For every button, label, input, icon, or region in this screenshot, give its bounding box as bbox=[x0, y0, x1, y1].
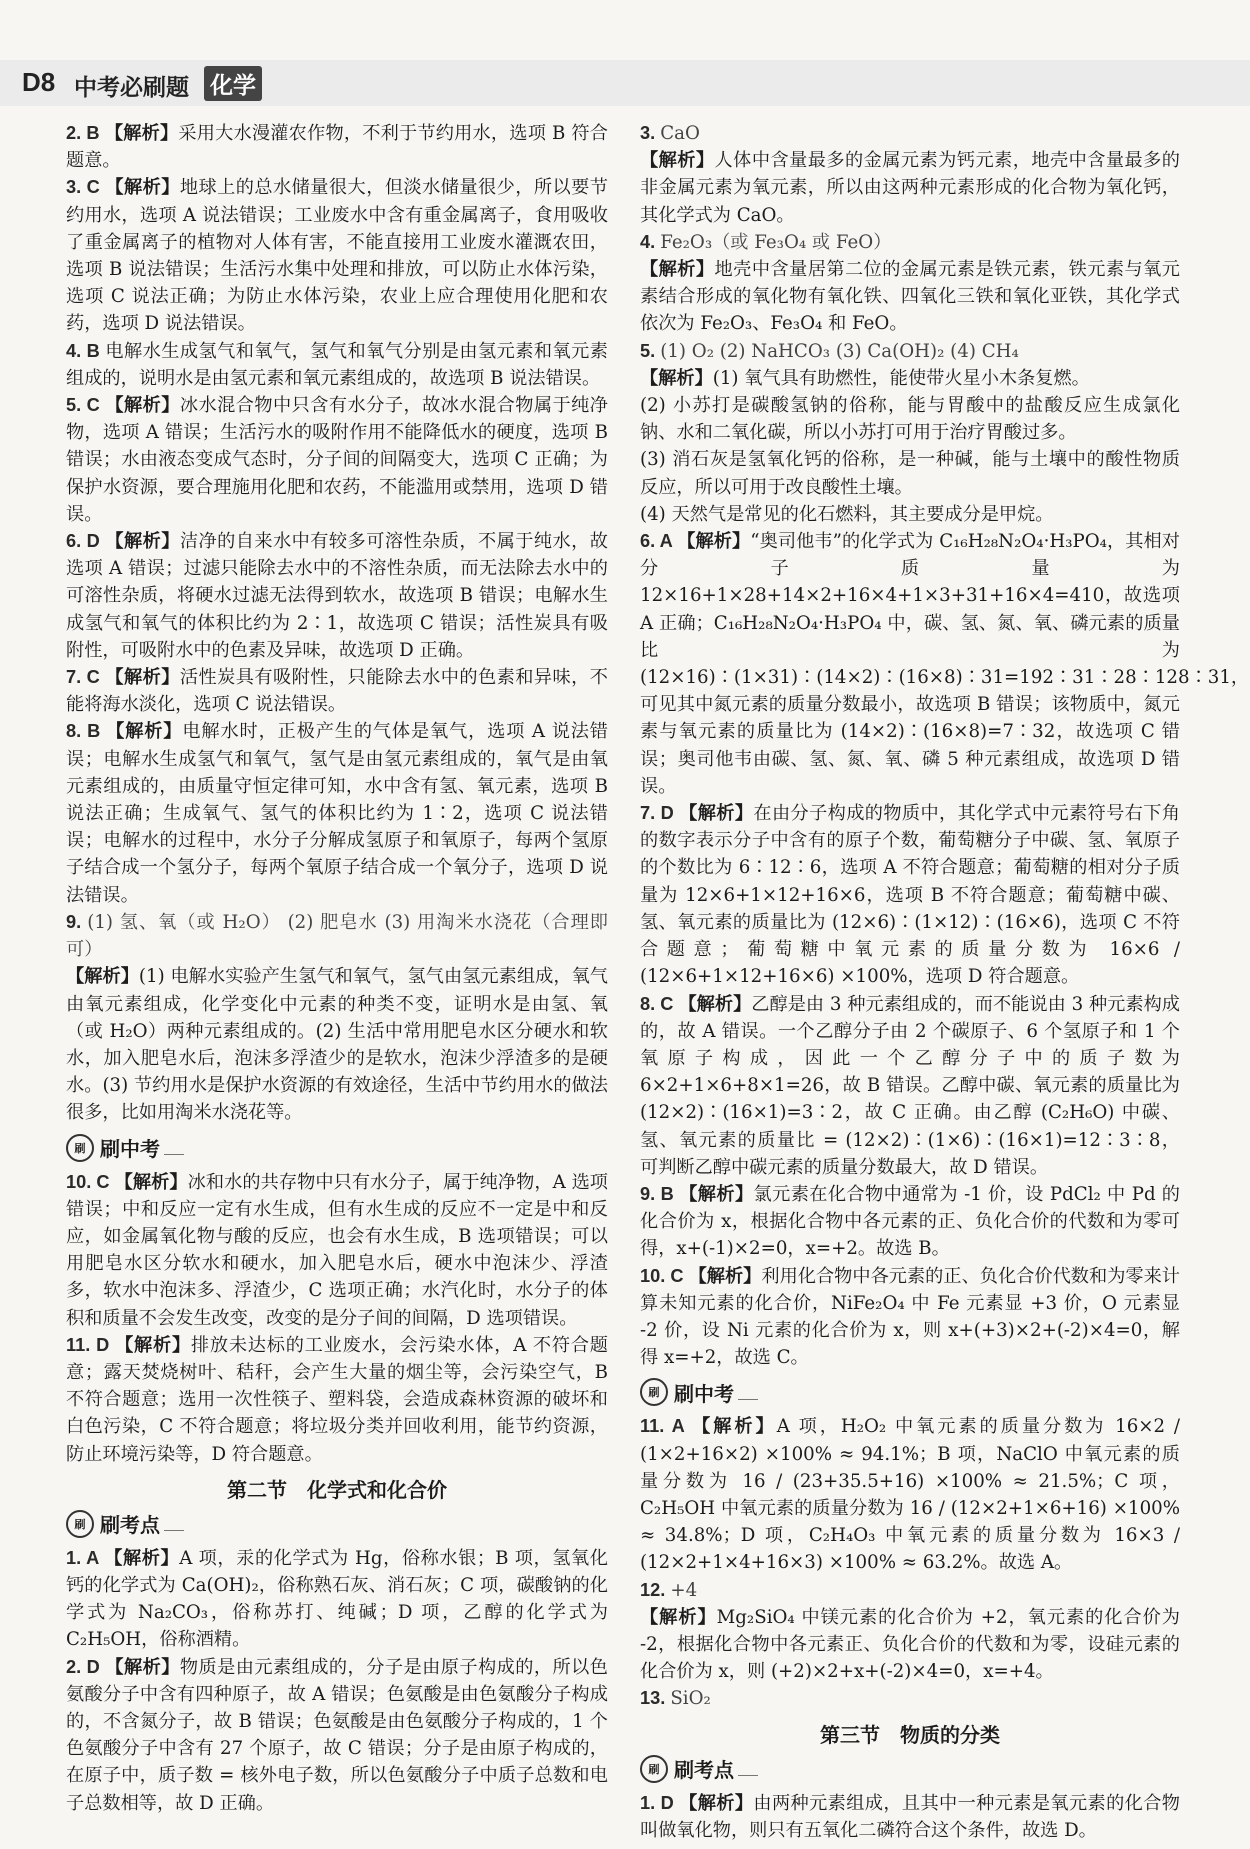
analysis-tag: 【解析】 bbox=[640, 259, 715, 281]
explanation-item bbox=[640, 991, 1186, 1181]
page-header bbox=[0, 60, 1250, 106]
item-text: Fe₂O₃（或 Fe₃O₄ 或 FeO） bbox=[660, 231, 892, 253]
question-number: 3. C bbox=[66, 177, 106, 198]
explanation-item bbox=[66, 1654, 608, 1817]
question-number: 8. B bbox=[66, 721, 107, 742]
question-number: 11. D bbox=[66, 1334, 116, 1355]
analysis-tag: 【解析】 bbox=[106, 721, 183, 743]
analysis-tag: 【解析】 bbox=[688, 1265, 762, 1287]
explanation-item bbox=[66, 120, 608, 174]
question-number: 13. bbox=[640, 1688, 671, 1709]
question-number: 12. bbox=[640, 1579, 671, 1600]
answer-item bbox=[640, 120, 1180, 147]
question-number: 5. bbox=[640, 340, 661, 361]
badge-label: 刷考点 bbox=[674, 1758, 734, 1783]
item-text: 活性炭具有吸附性，只能除去水中的色素和异味，不能将海水淡化，选项 C 说法错误。 bbox=[66, 667, 608, 716]
question-number: 9. B bbox=[640, 1183, 680, 1204]
explanation-item bbox=[66, 338, 608, 392]
badge-rule bbox=[738, 1761, 758, 1776]
section-badge bbox=[640, 1752, 1180, 1786]
question-number: 9. bbox=[66, 911, 88, 932]
page-number: D8 bbox=[22, 67, 56, 97]
question-number: 4. bbox=[640, 231, 661, 252]
question-number: 6. A bbox=[640, 531, 678, 552]
item-text: SiO₂ bbox=[670, 1688, 711, 1710]
item-text: 洁净的自来水中有较多可溶性杂质，不属于纯水，故选项 A 错误；过滤只能除去水中的不溶性杂质，而无法除去水中的可溶性杂质，将硬水过滤无法得到软水，故选项 B 错误；电解水生成氢气和氧气的体积比约为 2∶1，故选项 C 错误；活性炭具有吸附性，可吸附水中的色素及异味，故选项 D 正确。 bbox=[66, 531, 608, 661]
explanation-item bbox=[640, 1413, 1186, 1576]
question-number: 4. B bbox=[66, 340, 106, 361]
question-number: 1. A bbox=[66, 1547, 105, 1568]
explanation-item bbox=[66, 664, 608, 718]
item-text: 冰和水的共存物中只有水分子，属于纯净物，A 选项错误；中和反应一定有水生成，但有水生成的反应不一定是中和反应，如金属氧化物与酸的反应，也会有水生成，B 选项错误；可以用肥皂水区分软水和硬水，加入肥皂水后，硬水中泡沫少、浮渣多，软水中泡沫多、浮渣少，C 选项正确；水汽化时，水分子的体积和质量不会发生改变，改变的是分子间的间隔，D 选项错误。 bbox=[66, 1171, 608, 1329]
analysis-tag: 【解析】 bbox=[640, 150, 715, 172]
question-number: 6. D bbox=[66, 531, 106, 552]
badge-label: 刷中考 bbox=[674, 1381, 734, 1406]
item-text: 由两种元素组成，且其中一种元素是氧元素的化合物叫做氧化物，则只有五氧化二磷符合这个条件，故选 D。 bbox=[640, 1792, 1180, 1841]
analysis-tag: 【解析】 bbox=[114, 1171, 188, 1193]
item-text: A 项，H₂O₂ 中氧元素的质量分数为 16×2 / (1×2+16×2) ×100% ≈ 94.1%；B 项，NaClO 中氧元素的质量分数为 16 / (23+35.5+16) ×100% ≈ 21.5%；C 项，C₂H₅OH 中氧元素的质量分数为 16 / (12×2+1×6+16) ×100% ≈ 34.8%；D 项，C₂H₄O₃ 中氧元素的质量分数为 16×3 / (12×2+1×4+16×3) ×100% ≈ 63.2%。故选 A。 bbox=[640, 1416, 1186, 1574]
analysis-tag: 【解析】 bbox=[105, 1656, 180, 1678]
item-text: A 项，汞的化学式为 Hg，俗称水银；B 项，氢氧化钙的化学式为 Ca(OH)₂，俗称熟石灰、消石灰；C 项，碳酸钠的化学式为 Na₂CO₃，俗称苏打、纯碱；D 项，乙醇的化学式为 C₂H₅OH，俗称酒精。 bbox=[66, 1547, 614, 1651]
explanation-item bbox=[640, 1263, 1186, 1372]
answer-item bbox=[640, 1577, 1180, 1604]
explanation-item bbox=[66, 392, 614, 528]
answer-item bbox=[66, 909, 608, 963]
question-number: 7. C bbox=[66, 667, 106, 688]
analysis-tag: 【解析】 bbox=[679, 1183, 754, 1205]
question-number: 10. C bbox=[66, 1171, 115, 1192]
question-number: 5. C bbox=[66, 395, 106, 416]
item-text: (1) 电解水实验产生氢气和氧气，氢气由氢元素组成，氧气由氧元素组成，化学变化中元素的种类不变，证明水是由氢、氧（或 H₂O）两种元素组成的。(2) 生活中常用肥皂水区分硬水和软水，加入肥皂水后，泡沫多浮渣少的是软水，泡沫少浮渣多的是硬水。(3) 节约用水是保护水资源的有效途径，生活中节约用水的做法很多，比如用淘米水浇花等。 bbox=[66, 966, 608, 1124]
analysis-tag: 【解析】 bbox=[677, 531, 751, 553]
analysis-tag: 【解析】 bbox=[105, 395, 180, 417]
analysis-tag: 【解析】 bbox=[678, 993, 752, 1015]
section-title: 第二节 化学式和化合价 bbox=[227, 1477, 447, 1502]
badge-icon: 刷 bbox=[640, 1378, 668, 1406]
section-badge bbox=[66, 1131, 608, 1165]
series-title: 中考必刷题 bbox=[74, 75, 189, 101]
badge-label: 刷中考 bbox=[100, 1137, 160, 1162]
explanation-item bbox=[66, 963, 608, 1126]
explanation-item bbox=[66, 174, 608, 337]
question-number: 2. B bbox=[66, 123, 105, 143]
item-text: 电解水生成氢气和氧气，氢气和氧气分别是由氢元素和氧元素组成的，说明水是由氢元素和氧元素组成的，故选项 B 说法错误。 bbox=[66, 340, 608, 389]
item-text: 物质是由元素组成的，分子是由原子构成的，所以色氨酸分子中含有四种原子，故 A 错误；色氨酸是由色氨酸分子构成的，不含氮分子，故 B 错误；色氨酸是由色氨酸分子构成的，1 个色氨酸分子中含有 27 个原子，故 C 错误；分子是由原子构成的，在原子中，质子数 = 核外电子数，所以色氨酸分子中质子总数和电子总数相等，故 D 正确。 bbox=[66, 1656, 608, 1814]
analysis-tag: 【解析】 bbox=[105, 667, 180, 689]
question-number: 2. D bbox=[66, 1656, 106, 1677]
explanation-item bbox=[640, 528, 1250, 800]
explanation-item bbox=[66, 1332, 614, 1468]
item-text: Mg₂SiO₄ 中镁元素的化合价为 +2，氧元素的化合价为 -2，根据化合物中各元素正、负化合价的代数和为零，设硅元素的化合价为 x，则 (+2)×2+x+(-2)×4=0，x=+4。 bbox=[640, 1606, 1186, 1683]
item-text: 地球上的总水储量很大，但淡水储量很少，所以要节约用水，选项 A 说法错误；工业废水中含有重金属离子，食用吸收了重金属离子的植物对人体有害，不能直接用工业废水灌溉农田，选项 B 说法错误；生活污水集中处理和排放，可以防止水体污染，选项 C 说法正确；为防止水体污染，农业上应合理使用化肥和农药，选项 D 说法错误。 bbox=[66, 177, 608, 335]
question-number: 1. D bbox=[640, 1792, 680, 1813]
explanation-item bbox=[66, 528, 608, 664]
badge-rule bbox=[164, 1516, 184, 1531]
analysis-tag: 【解析】 bbox=[679, 803, 754, 825]
analysis-tag: 【解析】 bbox=[66, 966, 139, 988]
analysis-tag: 【解析】 bbox=[105, 177, 180, 199]
item-text: 地壳中含量居第二位的金属元素是铁元素，铁元素与氧元素结合形成的氧化物有氧化铁、四氧化三铁和氧化亚铁，其化学式依次为 Fe₂O₃、Fe₃O₄ 和 FeO。 bbox=[640, 259, 1180, 335]
badge-icon: 刷 bbox=[640, 1755, 668, 1783]
badge-icon: 刷 bbox=[66, 1134, 94, 1162]
question-number: 8. C bbox=[640, 993, 679, 1014]
item-text: 氯元素在化合物中通常为 -1 价，设 PdCl₂ 中 Pd 的化合价为 x，根据化合物中各元素的正、负化合价的代数和为零可得，x+(-1)×2=0，x=+2。故选 B。 bbox=[640, 1183, 1180, 1260]
explanation-item bbox=[640, 1181, 1180, 1263]
question-number: 3. bbox=[640, 123, 661, 143]
analysis-tag: 【解析】 bbox=[105, 531, 180, 553]
badge-rule bbox=[164, 1140, 184, 1155]
badge-rule bbox=[738, 1385, 758, 1400]
analysis-tag: 【解析】 bbox=[640, 1606, 717, 1628]
badge-icon: 刷 bbox=[66, 1510, 94, 1538]
explanation-item bbox=[640, 800, 1186, 990]
analysis-tag: 【解析】 bbox=[115, 1334, 191, 1356]
explanation-item bbox=[66, 718, 614, 908]
explanation-item bbox=[640, 365, 1180, 528]
question-number: 10. C bbox=[640, 1265, 689, 1286]
item-text: 排放未达标的工业废水，会污染水体，A 不符合题意；露天焚烧树叶、秸秆，会产生大量的烟尘等，会污染空气，B 不符合题意；选用一次性筷子、塑料袋，会造成森林资源的破坏和白色污染，C 不符合题意；将垃圾分类并回收利用，能节约资源，防止环境污染等，D 符合题意。 bbox=[66, 1334, 614, 1465]
item-text: (1) 氢、氧（或 H₂O） (2) 肥皂水 (3) 用淘米水浇花（合理即可） bbox=[66, 911, 608, 961]
badge-label: 刷考点 bbox=[100, 1513, 160, 1538]
right-column bbox=[640, 120, 1250, 1844]
analysis-tag: 【解析】 bbox=[104, 123, 179, 144]
question-number: 7. D bbox=[640, 803, 680, 824]
explanation-item bbox=[66, 1169, 608, 1332]
answer-item bbox=[640, 338, 1180, 365]
question-number: 11. A bbox=[640, 1416, 693, 1437]
item-text: 人体中含量最多的金属元素为钙元素，地壳中含量最多的非金属元素为氧元素，所以由这两种元素形成的化合物为氧化钙，其化学式为 CaO。 bbox=[640, 150, 1180, 226]
analysis-tag: 【解析】 bbox=[104, 1547, 180, 1569]
item-text: 电解水时，正极产生的气体是氧气，选项 A 说法错误；电解水生成氢气和氧气，氢气是由氢元素组成的，氧气是由氧元素组成的，由质量守恒定律可知，水中含有氢、氧元素，选项 B 说法正确；生成氧气、氢气的体积比约为 1∶2，选项 C 说法错误；电解水的过程中，水分子分解成氢原子和氧原子，每两个氢原子结合成一个氢分子，每两个氧原子结合成一个氧分子，选项 D 说法错误。 bbox=[66, 721, 614, 906]
explanation-item bbox=[66, 1545, 614, 1654]
item-text: +4 bbox=[670, 1579, 698, 1601]
item-text: CaO bbox=[660, 123, 700, 144]
analysis-tag: 【解析】 bbox=[692, 1416, 777, 1438]
explanation-item bbox=[640, 1604, 1186, 1686]
item-text: (1) O₂ (2) NaHCO₃ (3) Ca(OH)₂ (4) CH₄ bbox=[660, 340, 1019, 362]
item-text: 利用化合物中各元素的正、负化合价代数和为零来计算未知元素的化合价，NiFe₂O₄ 中 Fe 元素显 +3 价，O 元素显 -2 价，设 Ni 元素的化合价为 x，则 x+(+3)×2+(-2)×4=0，解得 x=+2，故选 C。 bbox=[640, 1265, 1186, 1369]
analysis-tag: 【解析】 bbox=[679, 1792, 754, 1814]
item-text: 采用大水漫灌农作物，不利于节约用水，选项 B 符合题意。 bbox=[66, 123, 608, 172]
section-title: 第三节 物质的分类 bbox=[820, 1722, 1000, 1747]
explanation-item bbox=[640, 1790, 1180, 1844]
answer-item bbox=[640, 229, 1180, 256]
item-text: “奥司他韦”的化学式为 C₁₆H₂₈N₂O₄·H₃PO₄，其相对分子质量为 12×16+1×28+14×2+16×4+1×3+31+16×4=410，故选项 A 正确；C₁₆H₂₈N₂O₄·H₃PO₄ 中，碳、氢、氮、氧、磷元素的质量比为 (12×16)∶(1×31)∶(14×2)∶(16×8)∶31=192∶31∶28∶128∶31，可见其中氮元素的质量分数最小，故选项 B 错误；该物质中，氮元素与氧元素的质量比为 (14×2)∶(16×8)=7∶32，故选项 C 错误；奥司他韦由碳、氢、氮、氧、磷 5 种元素组成，故选项 D 错误。 bbox=[640, 531, 1250, 797]
subject-label: 化学 bbox=[204, 66, 262, 101]
item-text: 乙醇是由 3 种元素组成的，而不能说由 3 种元素构成的，故 A 错误。一个乙醇分子由 2 个碳原子、6 个氢原子和 1 个氧原子构成，因此一个乙醇分子中的质子数为 6×2+1×6+8×1=26，故 B 错误。乙醇中碳、氧元素的质量比为 (12×2)∶(16×1)=3∶2，故 C 正确。由乙醇 (C₂H₆O) 中碳、氢、氧元素的质量比 = (12×2)∶(1×6)∶(16×1)=12∶3∶8，可判断乙醇中碳元素的质量分数最大，故 D 错误。 bbox=[640, 993, 1186, 1178]
item-text: (1) 氧气具有助燃性，能使带火星小木条复燃。 (2) 小苏打是碳酸氢钠的俗称，能与胃酸中的盐酸反应生成氯化钠、水和二氧化碳，所以小苏打可用于治疗胃酸过多。 (3) 消石灰是氢氧化钙的俗称，是一种碱，能与土壤中的酸性物质反应，所以可用于改良酸性土壤。 (4) 天然气是常见的化石燃料，其主要成分是甲烷。 bbox=[640, 367, 1180, 525]
explanation-item bbox=[640, 147, 1180, 229]
left-column bbox=[66, 120, 614, 1817]
explanation-item bbox=[640, 256, 1180, 338]
section-badge bbox=[66, 1507, 608, 1541]
item-text: 冰水混合物中只含有水分子，故冰水混合物属于纯净物，选项 A 错误；生活污水的吸附作用不能降低水的硬度，选项 B 错误；水由液态变成气态时，分子间的间隔变大，选项 C 正确；为保护水资源，要合理施用化肥和农药，不能滥用或禁用，选项 D 错误。 bbox=[66, 395, 614, 525]
item-text: 在由分子构成的物质中，其化学式中元素符号右下角的数字表示分子中含有的原子个数，葡萄糖分子中碳、氢、氧原子的个数比为 6∶12∶6，选项 A 不符合题意；葡萄糖的相对分子质量为 12×6+1×12+16×6，选项 B 不符合题意；葡萄糖中碳、氢、氧元素的质量比为 (12×6)∶(1×12)∶(16×6)，选项 C 不符合题意；葡萄糖中氧元素的质量分数为 16×6 / (12×6+1×12+16×6) ×100%，选项 D 符合题意。 bbox=[640, 803, 1186, 988]
analysis-tag: 【解析】 bbox=[640, 367, 713, 389]
answer-item bbox=[640, 1685, 1180, 1712]
section-badge bbox=[640, 1375, 1180, 1409]
